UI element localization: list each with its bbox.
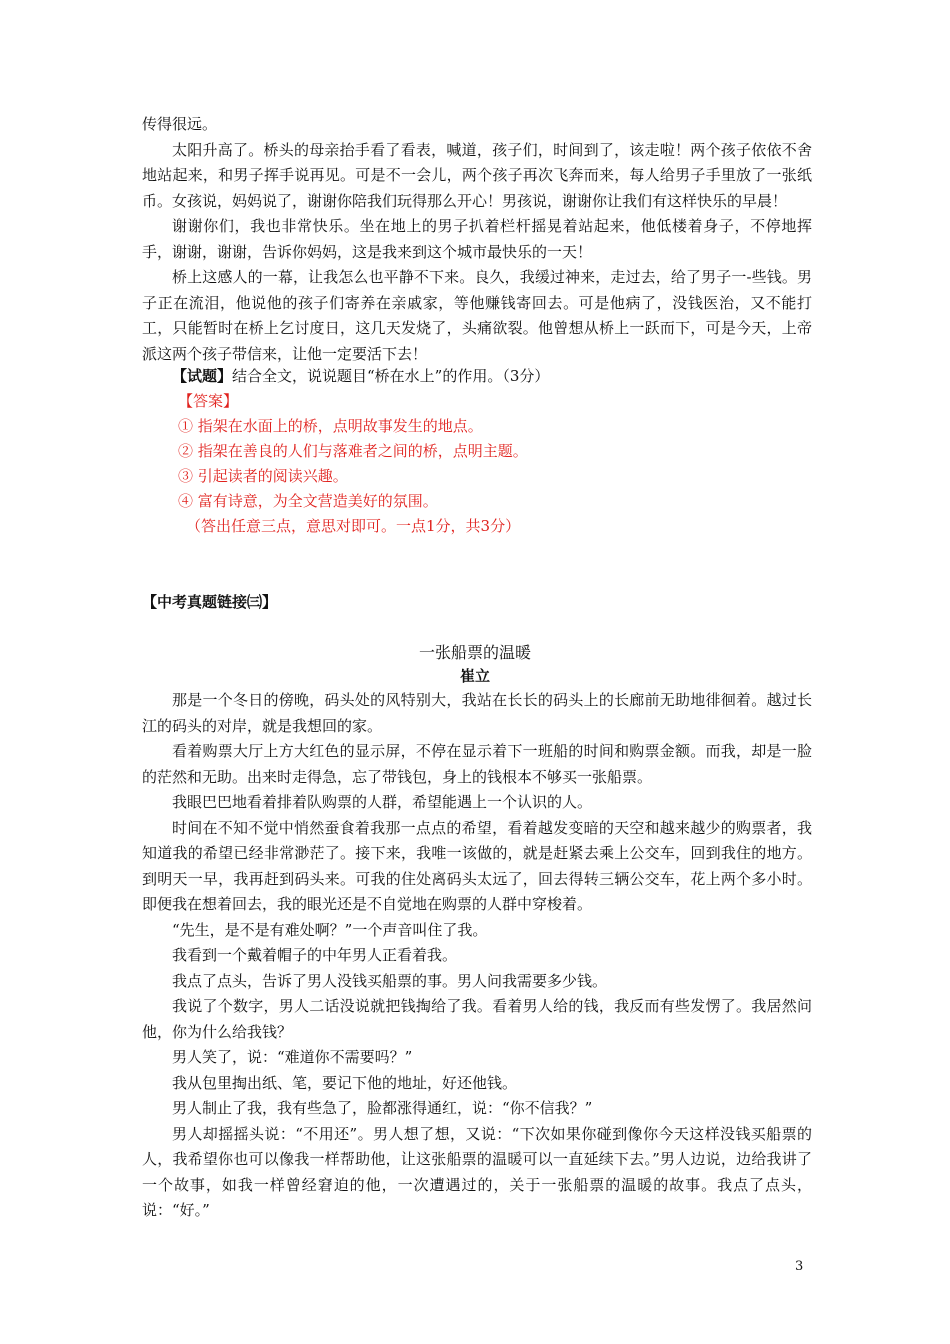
answer-note: （答出任意三点，意思对即可。一点1分，共3分） xyxy=(186,517,521,535)
article-author: 崔立 xyxy=(459,667,490,685)
article-title: 一张船票的温暖 xyxy=(418,643,531,662)
answer-tag: 【答案】 xyxy=(178,392,239,410)
question-tag: 【试题】 xyxy=(172,367,233,385)
article-paragraph: 我点了点头，告诉了男人没钱买船票的事。男人问我需要多少钱。 xyxy=(172,971,608,990)
story-paragraph: 太阳升高了。桥头的母亲抬手看了看表，喊道，孩子们，时间到了，该走啦！两个孩子依依不舍地站起来，和男子挥手说再见。可是不一会儿，两个孩子再次飞奔而来，每人给男子手里放了一张纸币。女孩说，妈妈说了，谢谢你陪我们玩得那么开心！男孩说，谢谢你让我们有这样快乐的早晨！ xyxy=(142,140,812,210)
article-paragraph: 我眼巴巴地看着排着队购票的人群，希望能遇上一个认识的人。 xyxy=(172,793,593,811)
answer-item: ④ 富有诗意，为全文营造美好的氛围。 xyxy=(178,492,438,510)
answer-item: ① 指架在水面上的桥，点明故事发生的地点。 xyxy=(178,417,483,435)
article-paragraph: 那是一个冬日的傍晚，码头处的风特别大，我站在长长的码头上的长廊前无助地徘徊着。越过长江的码头的对岸，就是我想回的家。 xyxy=(142,691,812,735)
article-paragraph: “先生，是不是有难处啊？”一个声音叫住了我。 xyxy=(172,920,488,939)
article-paragraph: 我从包里掏出纸、笔，要记下他的地址，好还他钱。 xyxy=(172,1073,518,1092)
article-paragraph: 我说了个数字，男人二话没说就把钱掏给了我。看着男人给的钱，我反而有些发愣了。我居然问他，你为什么给我钱？ xyxy=(142,997,812,1041)
article-paragraph: 男人笑了，说：“难道你不需要吗？” xyxy=(172,1048,413,1066)
article-paragraph: 时间在不知不觉中悄然蚕食着我那一点点的希望，看着越发变暗的天空和越来越少的购票者，我知道我的希望已经非常渺茫了。接下来，我唯一该做的，就是赶紧去乘上公交车，回到我住的地方。到明天一早，我再赶到码头来。可我的住处离码头太远了，回去得转三辆公交车，花上两个多小时。即便我在想着回去，我的眼光还是不自觉地在购票的人群中穿梭着。 xyxy=(142,818,812,913)
story-continuation xyxy=(142,112,812,367)
article-paragraph: 我看到一个戴着帽子的中年男人正看着我。 xyxy=(172,946,458,964)
answer-item: ③ 引起读者的阅读兴趣。 xyxy=(178,467,348,485)
answer-block xyxy=(178,389,812,539)
article-paragraph: 男人制止了我，我有些急了，脸都涨得通红，说：“你不信我？” xyxy=(172,1099,593,1117)
story-paragraph: 桥上这感人的一幕，让我怎么也平静不下来。良久，我缓过神来，走过去，给了男子一-些钱。男子正在流泪，他说他的孩子们寄养在亲戚家，等他赚钱寄回去。可是他病了，没钱医治，又不能打工，只能暂时在桥上乞讨度日，这几天发烧了，头痛欲裂。他曾想从桥上一跃而下，可是今天，上帝派这两个孩子带信来，让他一定要活下去！ xyxy=(142,268,812,363)
article-paragraph: 男人却摇摇头说：“不用还”。男人想了想，又说：“下次如果你碰到像你今天这样没钱买船票的人，我希望你也可以像我一样帮助他，让这张船票的温暖可以一直延续下去。”男人边说，边给我讲了一个故事，如我一样曾经窘迫的他，一次遭遇过的，关于一张船票的温暖的故事。我点了点头，说：“好。” xyxy=(142,1124,812,1219)
question-block xyxy=(172,364,812,389)
story-paragraph: 谢谢你们，我也非常快乐。坐在地上的男子扒着栏杆摇晃着站起来，他低楼着身子，不停地挥手，谢谢，谢谢，告诉你妈妈，这是我来到这个城市最快乐的一天！ xyxy=(142,217,812,261)
answer-item: ② 指架在善良的人们与落难者之间的桥，点明主题。 xyxy=(178,442,528,460)
page-number: 3 xyxy=(795,1259,804,1274)
section-heading: 【中考真题链接㈢】 xyxy=(142,593,278,611)
question-text: 结合全文，说说题目“桥在水上”的作用。（3分） xyxy=(232,367,550,385)
story-paragraph: 传得很远。 xyxy=(142,115,218,133)
article-body xyxy=(142,688,812,1224)
article-paragraph: 看着购票大厅上方大红色的显示屏，不停在显示着下一班船的时间和购票金额。而我，却是一脸的茫然和无助。出来时走得急，忘了带钱包，身上的钱根本不够买一张船票。 xyxy=(142,742,812,786)
